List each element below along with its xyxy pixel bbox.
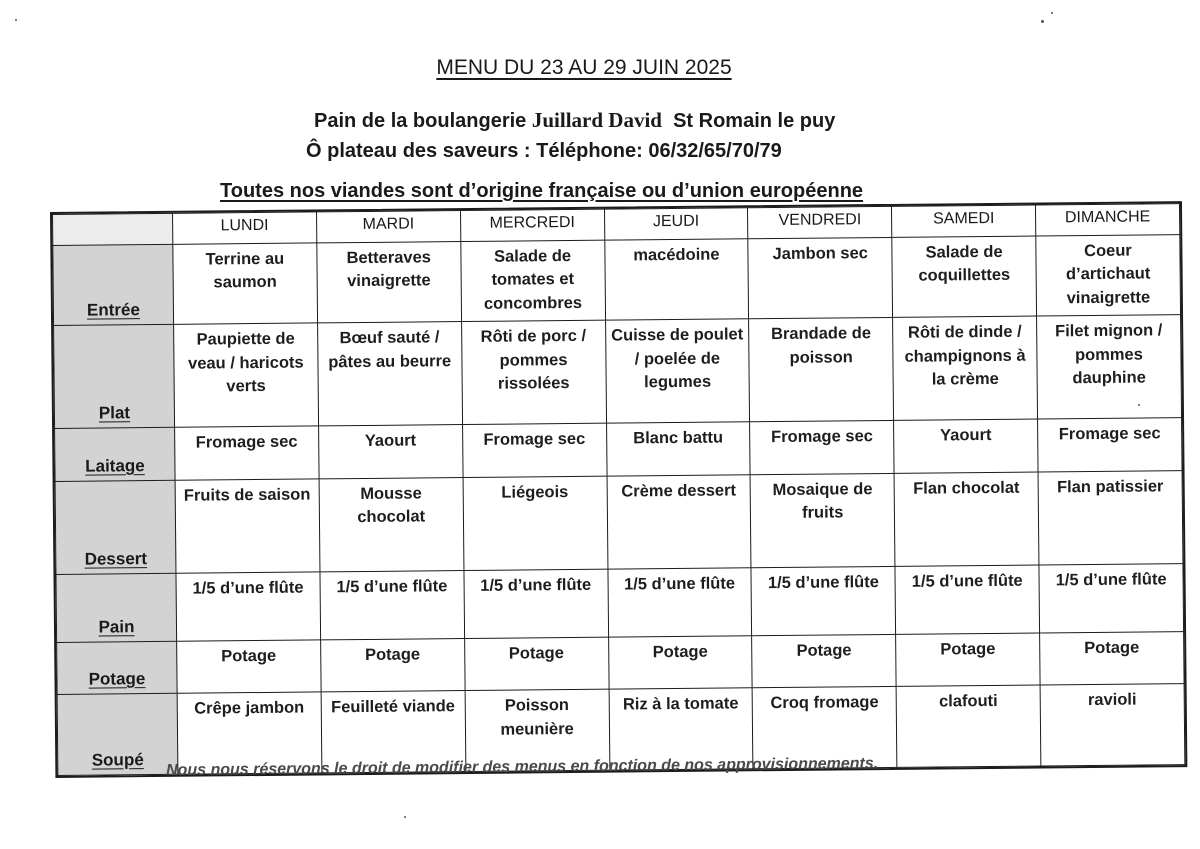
- row-label: Potage: [57, 641, 177, 695]
- menu-cell: Coeur d’artichaut vinaigrette: [1036, 235, 1181, 317]
- menu-cell: Crêpe jambon: [177, 692, 322, 774]
- menu-cell: Bœuf sauté / pâtes au beurre: [317, 322, 462, 426]
- menu-cell: Fromage sec: [462, 423, 606, 477]
- day-header: SAMEDI: [892, 205, 1036, 237]
- menu-cell: Salade de tomates et concombres: [460, 240, 605, 322]
- menu-cell: Potage: [608, 635, 752, 689]
- menu-cell: 1/5 d’une flûte: [176, 572, 320, 641]
- menu-cell: Yaourt: [894, 419, 1038, 473]
- caterer-line: Ô plateau des saveurs : Téléphone: 06/32/65/70/79: [306, 140, 782, 162]
- day-header: DIMANCHE: [1036, 204, 1180, 236]
- menu-cell: Brandade de poisson: [749, 318, 894, 422]
- menu-cell: clafouti: [896, 685, 1041, 767]
- menu-cell: 1/5 d’une flûte: [1039, 563, 1184, 632]
- menu-cell: Fromage sec: [1038, 418, 1182, 472]
- menu-cell: Feuilleté viande: [321, 691, 466, 773]
- day-header: VENDREDI: [748, 206, 892, 238]
- menu-table-frame: [50, 201, 1187, 778]
- table-row: [55, 470, 1183, 574]
- menu-cell: Paupiette de veau / haricots verts: [174, 323, 319, 427]
- table-corner: [53, 213, 173, 245]
- menu-cell: Liégeois: [463, 476, 608, 570]
- menu-cell: Poisson meunière: [465, 689, 610, 771]
- menu-cell: Filet mignon / pommes dauphine: [1037, 315, 1182, 419]
- menu-cell: Potage: [320, 638, 464, 692]
- menu-cell: Riz à la tomate: [609, 688, 754, 770]
- bakery-line: [314, 108, 934, 133]
- menu-cell: Terrine au saumon: [173, 243, 318, 325]
- menu-cell: Flan patissier: [1038, 470, 1183, 564]
- menu-table: [52, 203, 1185, 776]
- row-label: Entrée: [53, 244, 174, 325]
- row-label: Pain: [56, 573, 177, 642]
- menu-cell: Yaourt: [318, 425, 462, 479]
- menu-cell: Fromage sec: [175, 426, 319, 480]
- menu-cell: Potage: [896, 633, 1040, 687]
- menu-cell: Rôti de dinde / champignons à la crème: [893, 316, 1038, 420]
- menu-cell: 1/5 d’une flûte: [464, 569, 608, 638]
- footer-disclaimer: Nous nous réservons le droit de modifier des menus en fonction de nos approvisionnements.: [166, 755, 879, 779]
- menu-cell: 1/5 d’une flûte: [607, 568, 751, 637]
- menu-cell: Fruits de saison: [175, 479, 320, 573]
- menu-cell: Cuisse de poulet / poelée de legumes: [605, 319, 750, 423]
- scan-speck: [1138, 404, 1140, 406]
- table-row: [54, 315, 1182, 429]
- menu-cell: Potage: [177, 639, 321, 693]
- row-label: Soupé: [57, 693, 178, 775]
- menu-cell: Potage: [464, 637, 608, 691]
- day-header: JEUDI: [604, 208, 748, 240]
- bakery-name: Juillard David: [531, 108, 662, 132]
- day-header: LUNDI: [173, 212, 317, 244]
- origin-note: Toutes nos viandes sont d’origine française ou d’union européenne: [220, 180, 864, 202]
- bakery-prefix: Pain de la boulangerie: [314, 110, 532, 132]
- menu-cell: Potage: [1040, 631, 1184, 685]
- menu-cell: 1/5 d’une flûte: [895, 565, 1039, 634]
- menu-cell: Potage: [752, 634, 896, 688]
- menu-title: MENU DU 23 AU 29 JUIN 2025: [436, 56, 732, 79]
- menu-cell: Jambon sec: [748, 237, 893, 319]
- scan-speck: [15, 19, 17, 21]
- menu-cell: Crème dessert: [607, 475, 752, 569]
- bakery-location: St Romain le puy: [673, 110, 836, 132]
- row-label: Dessert: [55, 480, 176, 574]
- scan-speck: [404, 816, 406, 818]
- scan-speck: [1041, 20, 1044, 23]
- day-header: MARDI: [316, 211, 460, 243]
- menu-cell: Mousse chocolat: [319, 477, 464, 571]
- menu-cell: macédoine: [604, 239, 749, 321]
- row-label: Plat: [54, 324, 175, 428]
- table-row: [53, 235, 1181, 326]
- menu-cell: Croq fromage: [752, 686, 897, 768]
- menu-cell: Rôti de porc / pommes rissolées: [461, 320, 606, 424]
- menu-cell: Mosaique de fruits: [750, 473, 895, 567]
- menu-cell: Betteraves vinaigrette: [317, 242, 462, 324]
- menu-cell: Fromage sec: [750, 421, 894, 475]
- menu-cell: ravioli: [1040, 684, 1185, 766]
- table-row: [56, 563, 1184, 642]
- day-header: MERCREDI: [460, 209, 604, 241]
- menu-cell: Blanc battu: [606, 422, 750, 476]
- menu-cell: Salade de coquillettes: [892, 236, 1037, 318]
- menu-cell: Flan chocolat: [894, 472, 1039, 566]
- row-label: Laitage: [55, 428, 175, 482]
- scan-speck: [1051, 12, 1053, 14]
- menu-cell: 1/5 d’une flûte: [751, 566, 895, 635]
- menu-cell: 1/5 d’une flûte: [320, 570, 464, 639]
